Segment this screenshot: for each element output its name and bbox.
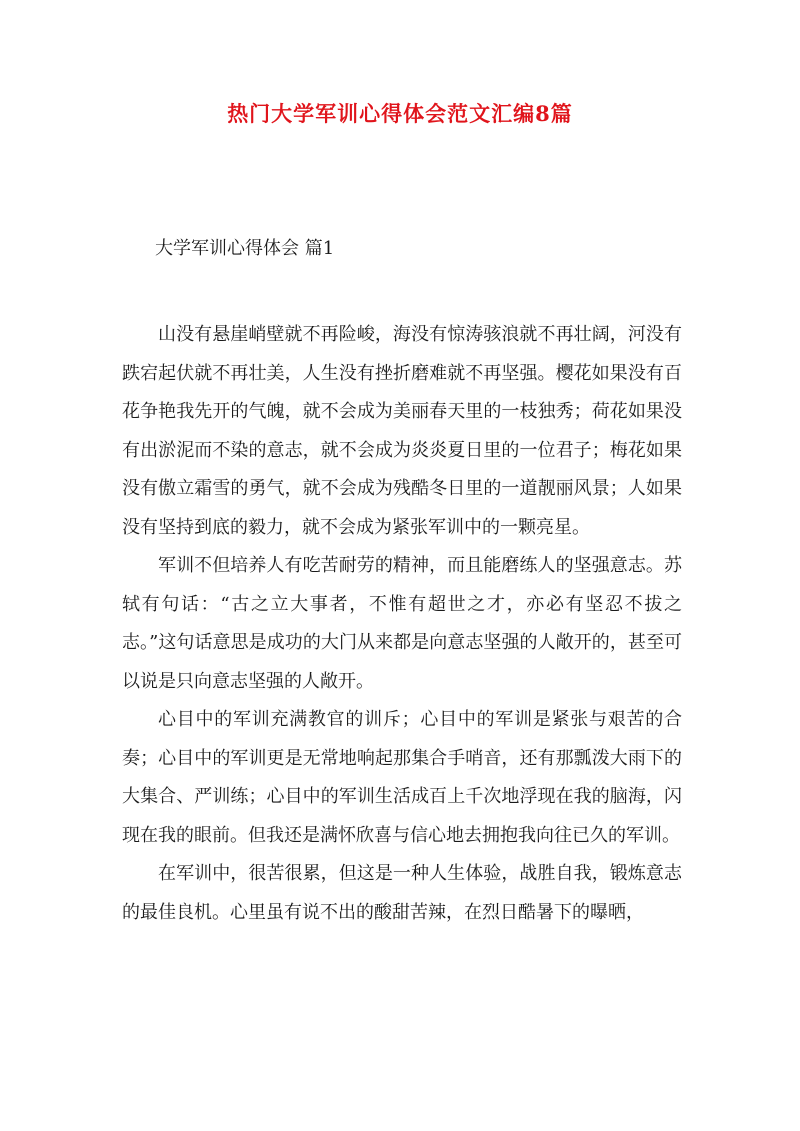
document-title: 热门大学军训心得体会范文汇编8篇: [227, 101, 573, 126]
paragraph: 山没有悬崖峭壁就不再险峻，海没有惊涛骇浪就不再壮阔，河没有跌宕起伏就不再壮美，人生没有挫折磨难就不再坚强。樱花如果没有百花争艳我先开的气魄，就不会成为美丽春天里的一枝独秀；荷花如果没有出淤泥而不染的意志，就不会成为炎炎夏日里的一位君子；梅花如果没有傲立霜雪的勇气，就不会成为残酷冬日里的一道靓丽风景；人如果没有坚持到底的毅力，就不会成为紧张军训中的一颗亮星。: [122, 324, 682, 538]
paragraph: 军训不但培养人有吃苦耐劳的精神，而且能磨练人的坚强意志。苏轼有句话：“古之立大事者，不惟有超世之才，亦必有坚忍不拔之志。”这句话意思是成功的大门从来都是向意志坚强的人敞开的，甚至可以说是只向意志坚强的人敞开。: [122, 555, 682, 692]
body-text: [122, 316, 682, 932]
paragraph: 心目中的军训充满教官的训斥；心目中的军训是紧张与艰苦的合奏；心目中的军训更是无常地响起那集合手哨音，还有那瓢泼大雨下的大集合、严训练；心目中的军训生活成百上千次地浮现在我的脑海，闪现在我的眼前。但我还是满怀欣喜与信心地去拥抱我向往已久的军训。: [122, 709, 682, 846]
section-heading: 大学军训心得体会 篇1: [155, 238, 335, 259]
paragraph: 在军训中，很苦很累，但这是一种人生体验，战胜自我，锻炼意志的最佳良机。心里虽有说不出的酸甜苦辣，在烈日酷暑下的曝晒，: [122, 863, 682, 923]
